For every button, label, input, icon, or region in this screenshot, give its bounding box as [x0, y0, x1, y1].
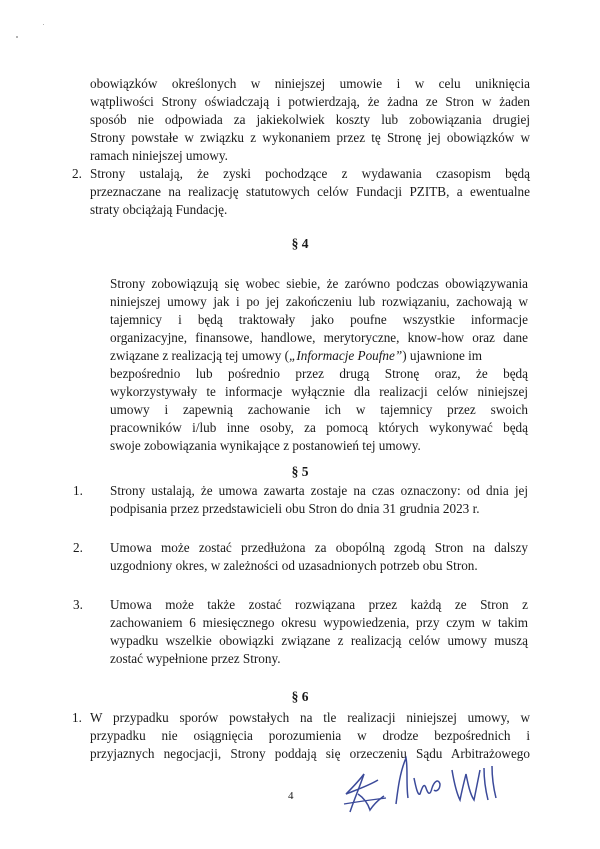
scan-speck — [43, 24, 44, 25]
text-line: przeznaczane na realizację statutowych celów Fundacji PZITB, a ewentualne — [90, 184, 530, 199]
page-number: 4 — [288, 790, 294, 802]
text-line: wątpliwości Strony oświadczają i potwierdzają, że żadna ze Stron w żaden — [90, 94, 530, 109]
point-number: 2. — [73, 540, 83, 555]
section-5-heading: § 5 — [291, 464, 309, 479]
section-6-point-1 — [90, 709, 530, 763]
text-line: przyjaznych negocjacji, Strony poddają się orzeczeniu Sądu Arbitrażowego — [90, 746, 530, 761]
text-line: swoje zobowiązania wynikające z postanowień tej umowy. — [110, 438, 421, 453]
text-line: tajemnicy i będą traktowały jako poufne wszystkie informacje — [110, 312, 528, 327]
section-5-point-2 — [110, 539, 528, 575]
initials-signature-3-icon — [446, 756, 502, 808]
text-fragment: związane z realizacją tej umowy ( — [110, 348, 290, 363]
section-5-point-3 — [110, 596, 528, 668]
text-line: zostać wypełnione przez Strony. — [110, 651, 281, 666]
text-line: przypadku nie osiągnięcia porozumienia w drodze bezpośrednich i — [90, 728, 530, 743]
scan-speck — [16, 36, 18, 38]
text-line: Strony ustalają, że umowa zawarta zostaje na czas oznaczony: od dnia jej — [110, 483, 528, 498]
text-line: organizacyjne, finansowe, handlowe, merytoryczne, know-how oraz dane — [110, 330, 528, 345]
text-line: pracowników i/lub inne osoby, za pomocą których wykonywać będą — [110, 420, 528, 435]
text-line: sposób nie odpowiada za jakiekolwiek koszty lub zobowiązania drugiej — [90, 112, 530, 127]
section-5-point-1 — [110, 482, 528, 518]
text-line: Strony powstałe w związku z wykonaniem przez tę Stronę jej obowiązków w — [90, 130, 530, 145]
text-line: niniejszej umowy jak i po jej zakończeniu lub rozwiązaniu, zachowają w — [110, 294, 528, 309]
section-4-paragraph — [110, 275, 528, 455]
text-line: W przypadku sporów powstałych na tle realizacji niniejszej umowy, w — [90, 710, 530, 725]
text-line: obowiązków określonych w niniejszej umowie i w celu uniknięcia — [90, 76, 530, 91]
initials-signature-2-icon — [388, 748, 448, 810]
text-line: Umowa może zostać przedłużona za obopólną zgodą Stron na dalszy — [110, 540, 528, 555]
section-6-heading: § 6 — [291, 689, 309, 704]
text-line: Umowa może także zostać rozwiązana przez każdą ze Stron z — [110, 597, 528, 612]
point-number: 3. — [73, 597, 83, 612]
text-line: zachowaniem 6 miesięcznego okresu wypowiedzenia, przy czym w takim — [110, 615, 528, 630]
point-number: 1. — [72, 710, 82, 725]
text-line: straty obciążają Fundację. — [90, 202, 228, 217]
text-line: wykorzystywały te informacje wyłącznie dla realizacji celów niniejszej — [110, 384, 528, 399]
text-line: uzgodniony okres, w zależności od uzasadnionych potrzeb obu Stron. — [110, 558, 478, 573]
continuation-paragraph — [90, 75, 530, 165]
text-line-with-term — [110, 347, 528, 365]
italic-term: „Informacje Poufne” — [289, 348, 403, 363]
text-line: Strony zobowiązują się wobec siebie, że zarówno podczas obowiązywania — [110, 276, 528, 291]
section-4-heading: § 4 — [291, 236, 309, 251]
text-line: ramach niniejszej umowy. — [90, 148, 228, 163]
point-number: 1. — [73, 483, 83, 498]
point-2-paragraph — [90, 165, 530, 219]
text-line: podpisania przez przedstawicieli obu Stron do dnia 31 grudnia 2023 r. — [110, 501, 480, 516]
text-fragment: ) ujawnione im — [402, 348, 483, 363]
text-line: wypadku wszelkie obowiązki związane z realizacją celów umowy muszą — [110, 633, 528, 648]
point-number: 2. — [72, 166, 82, 181]
text-line: Strony ustalają, że zyski pochodzące z wydawania czasopism będą — [90, 166, 530, 181]
text-line: bezpośrednio lub pośrednio przez drugą Stronę oraz, że będą — [110, 366, 528, 381]
text-line: umowy i zapewnią zachowanie ich w tajemnicy przez swoich — [110, 402, 528, 417]
